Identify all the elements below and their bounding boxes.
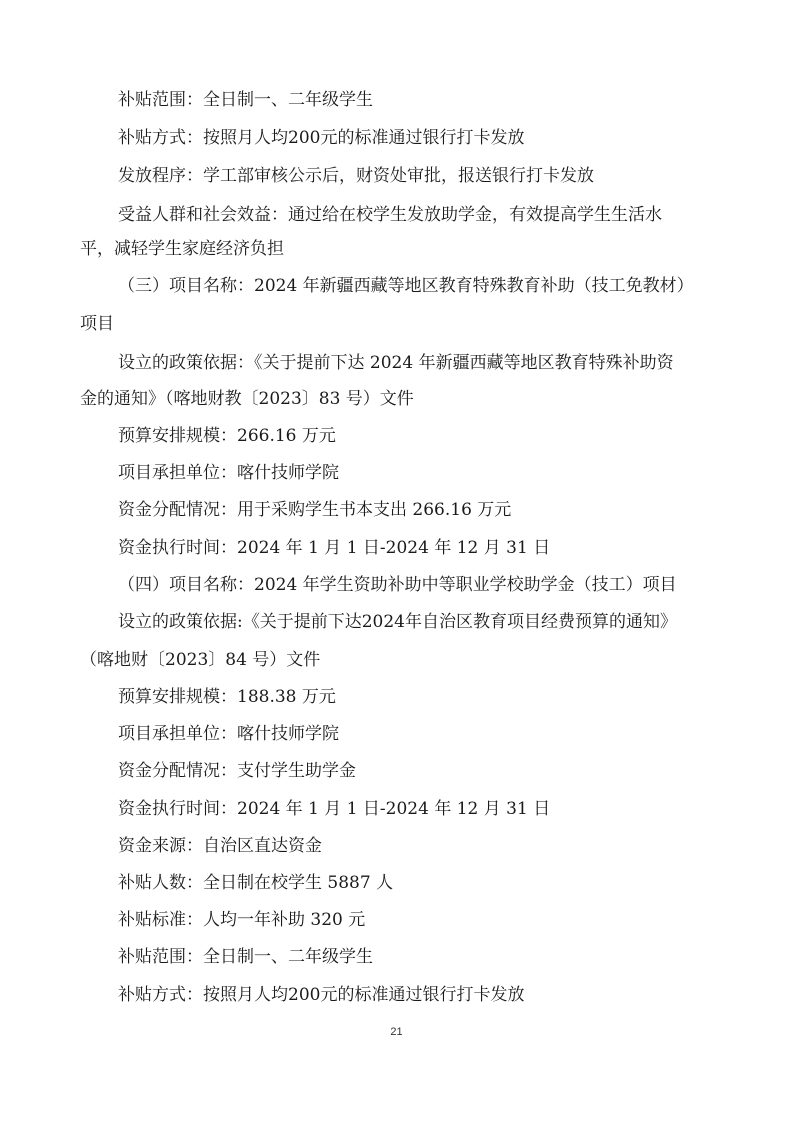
text-line: 预算安排规模：266.16 万元 <box>118 426 336 446</box>
text-line: 预算安排规模：188.38 万元 <box>118 687 336 707</box>
text-line: 设立的政策依据：《关于提前下达 2024 年新疆西藏等地区教育特殊补助资 <box>118 353 674 373</box>
text-line: 补贴范围：全日制一、二年级学生 <box>118 90 373 110</box>
section-heading: （三）项目名称：2024 年新疆西藏等地区教育特殊教育补助（技工免教材） <box>118 276 694 296</box>
section-heading: （四）项目名称：2024 年学生资助补助中等职业学校助学金（技工）项目 <box>118 575 677 595</box>
page-number: 21 <box>390 1026 403 1038</box>
text-line: 补贴标准：人均一年补助 320 元 <box>118 910 366 930</box>
text-line: 补贴范围：全日制一、二年级学生 <box>118 947 373 967</box>
text-line: 金的通知》（喀地财教〔2023〕83 号）文件 <box>80 389 414 409</box>
text-line: 项目承担单位：喀什技师学院 <box>118 463 339 483</box>
text-line: 资金分配情况：用于采购学生书本支出 266.16 万元 <box>118 500 512 520</box>
text-line: 资金分配情况：支付学生助学金 <box>118 761 356 781</box>
text-line: 补贴方式：按照月人均200元的标准通过银行打卡发放 <box>118 128 525 148</box>
section-heading-cont: 项目 <box>80 314 114 334</box>
text-line: 资金来源：自治区直达资金 <box>118 836 322 856</box>
text-line: 补贴人数：全日制在校学生 5887 人 <box>118 873 394 893</box>
text-line: 设立的政策依据:《关于提前下达2024年自治区教育项目经费预算的通知》 <box>118 612 677 632</box>
text-line: 受益人群和社会效益：通过给在校学生发放助学金，有效提高学生生活水 <box>118 205 662 225</box>
text-line: 发放程序：学工部审核公示后，财资处审批，报送银行打卡发放 <box>118 166 594 186</box>
text-line: 资金执行时间：2024 年 1 月 1 日-2024 年 12 月 31 日 <box>118 799 551 819</box>
text-line: 补贴方式：按照月人均200元的标准通过银行打卡发放 <box>118 985 525 1005</box>
text-line: 平，减轻学生家庭经济负担 <box>80 239 284 259</box>
text-line: （喀地财〔2023〕84 号）文件 <box>80 650 321 670</box>
text-line: 资金执行时间：2024 年 1 月 1 日-2024 年 12 月 31 日 <box>118 538 551 558</box>
text-line: 项目承担单位：喀什技师学院 <box>118 724 339 744</box>
